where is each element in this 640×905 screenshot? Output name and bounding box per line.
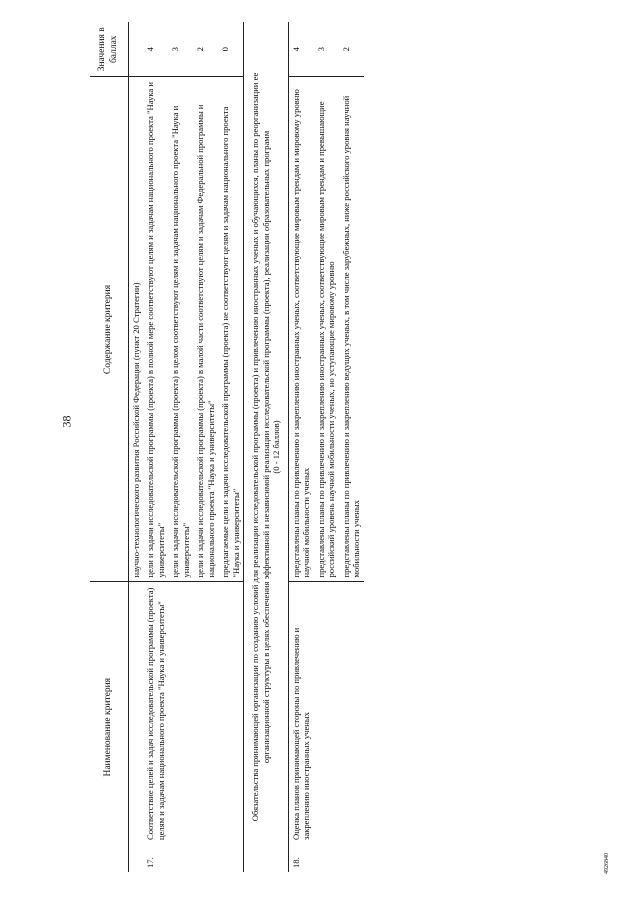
- table-row: [288, 22, 313, 872]
- criterion-option: представлены планы по привлечению и закреплению ведущих ученых, в том числе зарубежных, ниже российского уровня научной мобильности ученых: [339, 77, 364, 582]
- criterion-option: предлагаемые цели и задачи исследовательской программы (проекта) не соответствуют целям и задачам национального проекта "Наука и университеты": [218, 77, 243, 582]
- table-row: [129, 22, 144, 872]
- section-range: (0 - 12 баллов): [271, 420, 282, 474]
- page-number: 38: [59, 415, 74, 428]
- criterion-name: Соответствие целей и задач исследовательской программы (проекта) целям и задачам национального проекта "Наука и университеты": [145, 587, 166, 840]
- criterion-number: 17.: [145, 857, 156, 868]
- criterion-number: 18.: [290, 857, 301, 868]
- criterion-option: цели и задачи исследовательской программы (проекта) в целом соответствуют целям и задачам национального проекта "Наука и университеты": [168, 77, 193, 582]
- section-heading: [244, 22, 288, 872]
- table-header-row: [90, 22, 129, 872]
- criterion-score: 3: [168, 22, 193, 77]
- criteria-table-rotated: [90, 22, 568, 872]
- criterion-option: представлены планы по привлечению и закреплению иностранных ученых, соответствующие мировым трендам и превышающие российский уровень научной мобильности ученых, но уступающие мировому уровню: [314, 77, 339, 582]
- criterion-option: представлены планы по привлечению и закреплению иностранных ученых, соответствующие мировым трендам и мировому уровню научной мобильности ученых: [288, 77, 313, 582]
- header-score: Значения в баллах: [90, 22, 129, 77]
- criterion-option: цели и задачи исследовательской программы (проекта) в малой части соответствуют целям и задачам Федеральной программы и национального проекта "Наука и университеты": [193, 77, 218, 582]
- criterion-score: 2: [193, 22, 218, 77]
- section-row: [244, 22, 288, 872]
- document-code: 4926840: [604, 853, 610, 874]
- criterion-score: 2: [339, 22, 364, 77]
- criteria-table: [90, 22, 364, 872]
- criterion-name: Оценка планов принимающей стороны по привлечению и закреплению иностранных ученых: [290, 627, 312, 840]
- criterion-score: 0: [218, 22, 243, 77]
- criterion-score: 4: [143, 22, 168, 77]
- header-name: Наименование критерия: [90, 582, 129, 872]
- criterion-option: цели и задачи исследовательской программы (проекта) в полной мере соответствуют целям и задачам национального проекта "Наука и университеты": [143, 77, 168, 582]
- continuation-text: научно-технологического развития Российской Федерации (пункт 20 Стратегии): [129, 77, 144, 582]
- criterion-score: 4: [288, 22, 313, 77]
- header-content: Содержание критерия: [90, 77, 129, 582]
- section-text: Обязательства принимающей организации по созданию условий для реализации исследовательской программы (проекта) и привлечению иностранных ученых и обучающихся, планы по реорганизации ее организационной структуры в целях обеспечения эффективной и независимой реализации исследовательской программы (проекта), реализации образовательных программ: [250, 72, 271, 822]
- criterion-score: 3: [314, 22, 339, 77]
- table-row: [143, 22, 168, 872]
